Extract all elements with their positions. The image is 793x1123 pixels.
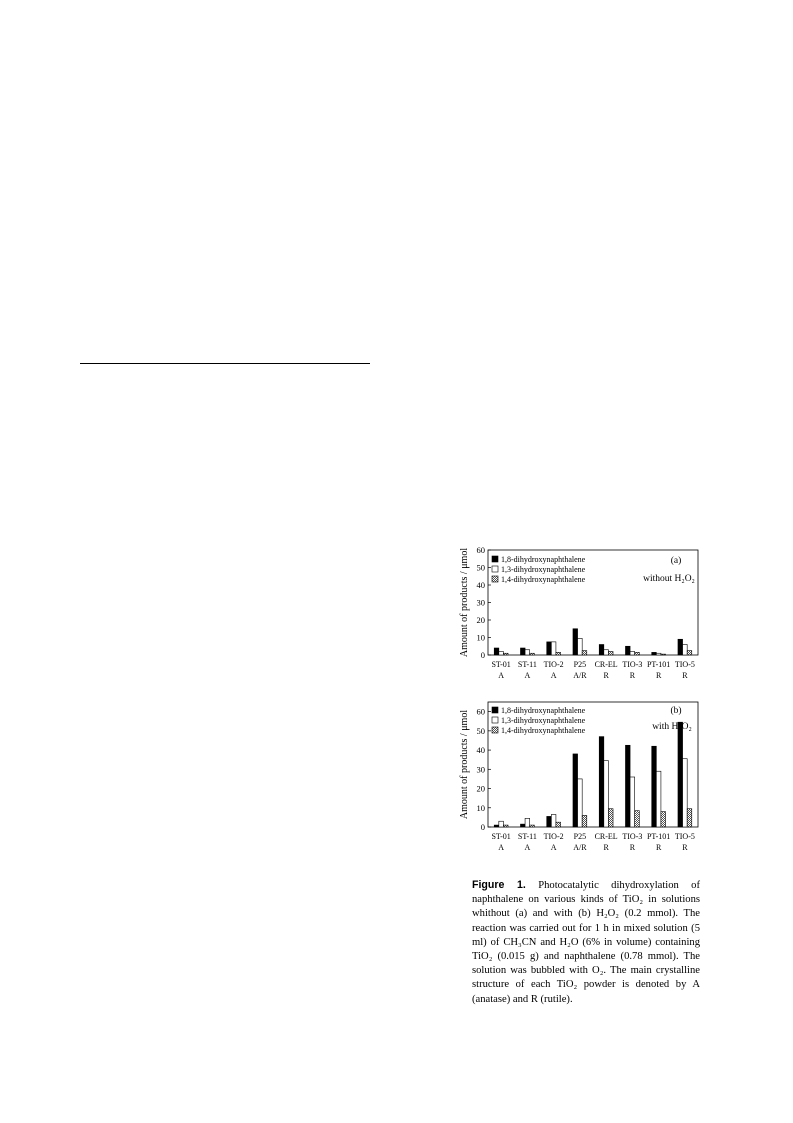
bar-st-11-s3 [530,825,535,827]
bar-tio-3-s3 [635,811,640,827]
y-tick-label: 10 [476,802,485,813]
bar-tio-3-s3 [635,652,640,655]
legend-swatch [492,576,498,582]
bar-pt-101-s1 [652,652,657,655]
bar-tio-3-s2 [630,777,635,827]
bar-cr-el-s1 [599,737,604,827]
bar-tio-5-s1 [678,639,683,655]
y-tick-label: 50 [476,562,485,573]
legend-swatch [492,727,498,733]
crystal-label: A [498,843,505,852]
bar-tio-5-s2 [683,759,688,827]
bar-tio-2-s3 [556,652,561,655]
bar-st-01-s2 [499,821,504,827]
crystal-label: R [655,843,662,852]
bar-tio-5-s3 [687,809,692,827]
condition-label: with H₂O₂ [652,722,692,732]
crystal-label: A [550,671,557,680]
y-tick-label: 0 [480,650,485,660]
y-tick-label: 60 [476,545,485,555]
y-tick-label: 30 [476,597,485,608]
panel-label: (b) [670,706,682,716]
x-tick-label: P25 [573,660,587,669]
separator-rule [80,363,370,364]
crystal-label: R [682,671,688,680]
panel-label: (a) [670,556,682,566]
bar-st-01-s1 [494,825,499,827]
bar-pt-101-s3 [661,654,666,655]
y-tick-label: 60 [476,706,485,717]
bar-st-11-s3 [530,653,535,655]
chart-b [450,700,700,865]
bar-cr-el-s2 [604,650,609,655]
bar-tio-3-s2 [630,652,635,656]
x-tick-label: ST-01 [491,832,511,841]
bar-cr-el-s3 [608,809,613,827]
x-tick-label: CR-EL [594,832,618,841]
x-tick-label: TIO-5 [674,660,695,669]
legend-entry: 1,4-dihydroxynaphthalene [501,726,586,735]
bar-pt-101-s1 [652,746,657,827]
bar-tio-2-s2 [551,815,556,828]
crystal-label: R [603,843,609,852]
x-tick-label: ST-11 [517,832,537,841]
crystal-label: A [550,843,557,852]
bar-tio-5-s3 [687,651,692,655]
bar-st-11-s1 [520,824,525,827]
bar-tio-2-s1 [547,642,552,655]
y-axis-label: Amount of products / μmol [459,547,470,658]
legend-entry: 1,4-dihydroxynaphthalene [501,575,586,584]
y-tick-label: 40 [476,745,485,756]
x-tick-label: ST-01 [491,660,511,669]
y-tick-label: 20 [476,615,485,625]
x-tick-label: TIO-2 [543,660,564,669]
x-tick-label: P25 [573,832,587,841]
figure-caption [472,878,700,1007]
bar-p25-s3 [582,651,587,655]
crystal-label: A [524,671,531,680]
bar-tio-3-s1 [625,745,630,827]
bar-st-11-s1 [520,648,525,655]
bar-tio-5-s1 [678,722,683,827]
bar-p25-s1 [573,754,578,827]
bar-st-01-s3 [503,825,508,827]
crystal-label: R [603,671,609,680]
bar-p25-s3 [582,815,587,827]
bar-st-01-s1 [494,648,499,655]
crystal-label: A/R [573,843,587,852]
bar-pt-101-s2 [656,653,661,655]
y-tick-label: 20 [476,783,485,794]
bar-st-01-s2 [499,652,504,656]
crystal-label: R [629,843,636,852]
bar-p25-s2 [578,779,583,827]
caption-text: Photocatalytic dihydroxylation of naphthalene on various kinds of TiO₂ in solutions whithout (a) and with (b) H₂O₂ (0.2 mmol). The reaction was carried out for 1 h in mixed solution (5 ml) of CH₃CN and H₂O (6% in volume) containing TiO₂ (0.015 g) and naphthalene (0.78 mmol). The solution was bubbled with O₂. The main crystalline structure of each TiO₂ powder is denoted by A (anatase) and R (rutile). [472,880,700,1005]
y-tick-label: 30 [476,764,485,775]
legend-swatch [492,556,498,562]
bar-p25-s1 [573,629,578,655]
x-tick-label: ST-11 [517,660,537,669]
legend-entry: 1,3-dihydroxynaphthalene [501,716,586,725]
condition-label: without H₂O₂ [643,574,695,584]
y-axis-label: Amount of products / μmol [459,709,470,820]
bar-cr-el-s2 [604,761,609,827]
caption-label: Figure 1. [472,879,526,891]
crystal-label: A [524,843,531,852]
x-tick-label: TIO-3 [622,832,643,841]
bar-tio-2-s2 [551,642,556,655]
y-tick-label: 0 [480,822,485,832]
legend-entry: 1,3-dihydroxynaphthalene [501,565,586,574]
bar-st-01-s3 [503,653,508,655]
legend-entry: 1,8-dihydroxynaphthalene [501,555,586,564]
crystal-label: A [498,671,505,680]
legend-swatch [492,566,498,572]
crystal-label: A/R [573,671,587,680]
x-tick-label: TIO-2 [543,832,564,841]
bar-tio-2-s1 [547,816,552,827]
bar-cr-el-s3 [608,652,613,656]
crystal-label: R [682,843,688,852]
bar-tio-3-s1 [625,646,630,655]
legend-swatch [492,707,498,713]
x-tick-label: PT-101 [646,832,671,841]
x-tick-label: PT-101 [646,660,671,669]
chart-a [450,540,700,690]
y-tick-label: 10 [476,632,485,643]
bar-p25-s2 [578,638,583,655]
bar-st-11-s2 [525,650,530,655]
x-tick-label: TIO-5 [674,832,695,841]
legend-swatch [492,717,498,723]
bar-st-11-s2 [525,818,530,827]
x-tick-label: TIO-3 [622,660,643,669]
bar-pt-101-s2 [656,771,661,827]
bar-cr-el-s1 [599,645,604,656]
y-tick-label: 40 [476,580,485,590]
crystal-label: R [629,671,636,680]
bar-tio-5-s2 [683,645,688,656]
x-tick-label: CR-EL [594,660,618,669]
legend-entry: 1,8-dihydroxynaphthalene [501,706,586,715]
crystal-label: R [655,671,662,680]
bar-tio-2-s3 [556,822,561,827]
y-tick-label: 50 [476,725,485,736]
bar-pt-101-s3 [661,812,666,827]
